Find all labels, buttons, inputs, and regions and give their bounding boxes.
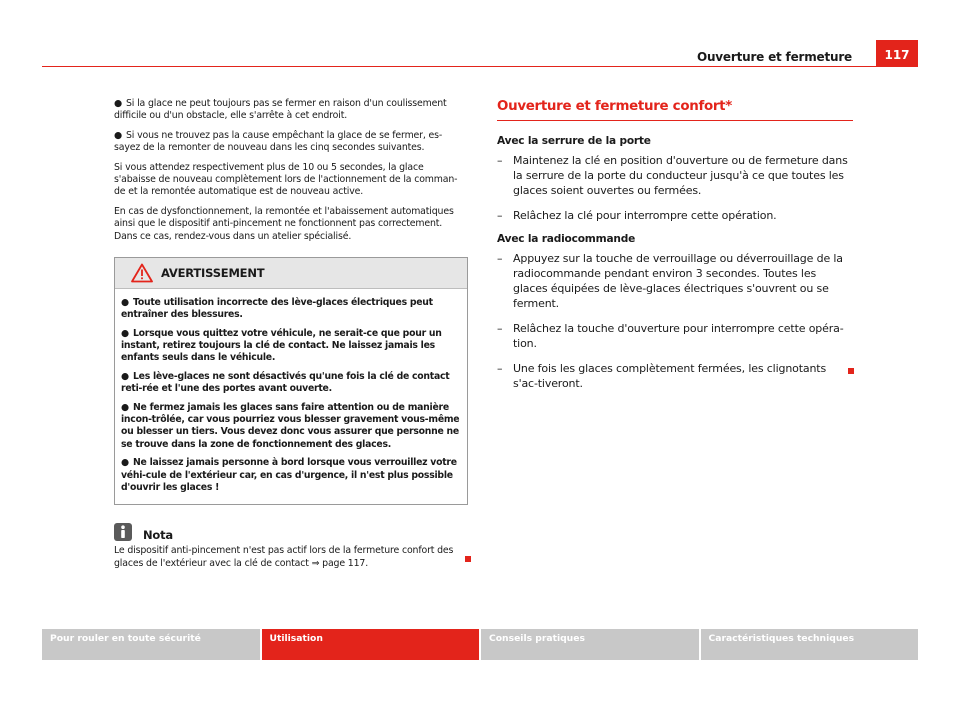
step-text: Relâchez la touche d'ouverture pour interrompre cette opéra-tion.: [513, 322, 844, 350]
dash-icon: –: [497, 154, 503, 167]
step-item: [497, 208, 853, 223]
bullet-icon: ●: [121, 457, 129, 469]
bullet-icon: ●: [114, 129, 123, 141]
info-glyph-icon: [118, 525, 128, 539]
footer-tab-utilisation[interactable]: Utilisation: [262, 629, 480, 660]
warning-box: [114, 257, 468, 505]
body-paragraph: Si vous attendez respectivement plus de 10 ou 5 secondes, la glace s'abaisse de nouveau complètement lors de l'actionnement de la comman-de et la remontée automatique est de nouveau active.: [114, 161, 458, 198]
bullet-text: Si vous ne trouvez pas la cause empêchant la glace de se fermer, es-sayez de la remonter de nouveau dans les cinq secondes suivantes.: [114, 129, 443, 154]
warning-item: [121, 328, 461, 365]
body-paragraph: En cas de dysfonctionnement, la remontée et l'abaissement automatiques ainsi que le dispositif anti-pincement ne fonctionnent pas correctement. Dans ce cas, rendez-vous dans un atelier spécialisé.: [114, 205, 454, 242]
dash-icon: –: [497, 252, 503, 265]
footer-tab-safety[interactable]: Pour rouler en toute sécurité: [42, 629, 260, 660]
info-note-icon: [114, 523, 132, 541]
right-column: [497, 98, 853, 401]
running-header-title: Ouverture et fermeture: [696, 50, 852, 64]
bullet-icon: ●: [121, 327, 129, 339]
step-item: [497, 361, 853, 391]
bullet-text: Si la glace ne peut toujours pas se fermer en raison d'un coulissement difficile ou d'un obstacle, elle s'arrête à cet endroit.: [114, 98, 447, 122]
subsection-heading: Avec la radiocommande: [497, 233, 636, 245]
step-text: Relâchez la clé pour interrompre cette opération.: [513, 209, 777, 222]
bullet-icon: ●: [121, 297, 129, 309]
step-text: Maintenez la clé en position d'ouverture ou de fermeture dans la serrure de la porte du conducteur jusqu'à ce que toutes les glaces soient ouvertes ou fermées.: [513, 154, 848, 197]
warning-item: [121, 457, 461, 494]
note-title: Nota: [143, 528, 173, 543]
warning-item-text: Ne laissez jamais personne à bord lorsque vous verrouillez votre véhi-cule de l'extérieur car, en cas d'urgence, il n'est plus possible d'ouvrir les glaces !: [121, 457, 457, 493]
subsection-heading: Avec la serrure de la porte: [497, 135, 651, 147]
section-title: Ouverture et fermeture confort*: [497, 99, 853, 121]
warning-body: [115, 289, 467, 504]
warning-header: [115, 258, 467, 289]
note-header: [114, 519, 468, 541]
warning-item-text: Les lève-glaces ne sont désactivés qu'une fois la clé de contact reti-rée et l'une des portes avant ouverte.: [121, 371, 450, 395]
end-of-section-square-icon: [465, 556, 471, 562]
footer-tab-technical-specs[interactable]: Caractéristiques techniques: [701, 629, 919, 660]
bullet-icon: ●: [121, 401, 129, 413]
step-item: [497, 321, 853, 351]
bullet-paragraph: [114, 130, 468, 155]
dash-icon: –: [497, 322, 503, 335]
step-item: [497, 153, 853, 198]
page-number: 117: [876, 40, 918, 66]
warning-item-text: Lorsque vous quittez votre véhicule, ne serait-ce que pour un instant, retirez toujours la clé de contact. Ne laissez jamais les enfants seuls dans le véhicule.: [121, 327, 442, 364]
warning-item-text: Toute utilisation incorrecte des lève-glaces électriques peut entraîner des blessures.: [121, 297, 433, 321]
end-of-section-square-icon: [848, 368, 854, 374]
dash-icon: –: [497, 209, 503, 222]
warning-triangle-icon: [131, 263, 153, 283]
note-section: [114, 519, 468, 570]
header-rule: [42, 66, 918, 67]
warning-item: [121, 297, 461, 321]
dash-icon: –: [497, 362, 503, 375]
note-text: Le dispositif anti-pincement n'est pas actif lors de la fermeture confort des glaces de l'extérieur avec la clé de contact ⇒ page 117.: [114, 545, 454, 569]
warning-title: AVERTISSEMENT: [161, 266, 265, 281]
warning-item: [121, 371, 461, 395]
warning-item: [121, 402, 461, 451]
step-text: Une fois les glaces complètement fermées, les clignotants s'ac-tiveront.: [513, 362, 827, 390]
bullet-paragraph: [114, 98, 468, 123]
step-item: [497, 251, 853, 311]
bullet-icon: ●: [114, 98, 123, 109]
warning-item-text: Ne fermez jamais les glaces sans faire attention ou de manière incon-trôlée, car vous pourriez vous blesser gravement vous-même ou blesser un tiers. Vous devez donc vous assurer que personne ne se trouve dans la zone de fonctionnement des glaces.: [121, 401, 460, 450]
footer-nav: [42, 629, 918, 660]
left-column: [114, 98, 468, 570]
bullet-icon: ●: [121, 371, 129, 383]
step-text: Appuyez sur la touche de verrouillage ou déverrouillage de la radiocommande pendant environ 3 secondes. Toutes les glaces équipées de lève-glaces électriques s'ouvrent ou se ferment.: [513, 252, 843, 310]
footer-tab-practical-tips[interactable]: Conseils pratiques: [481, 629, 699, 660]
